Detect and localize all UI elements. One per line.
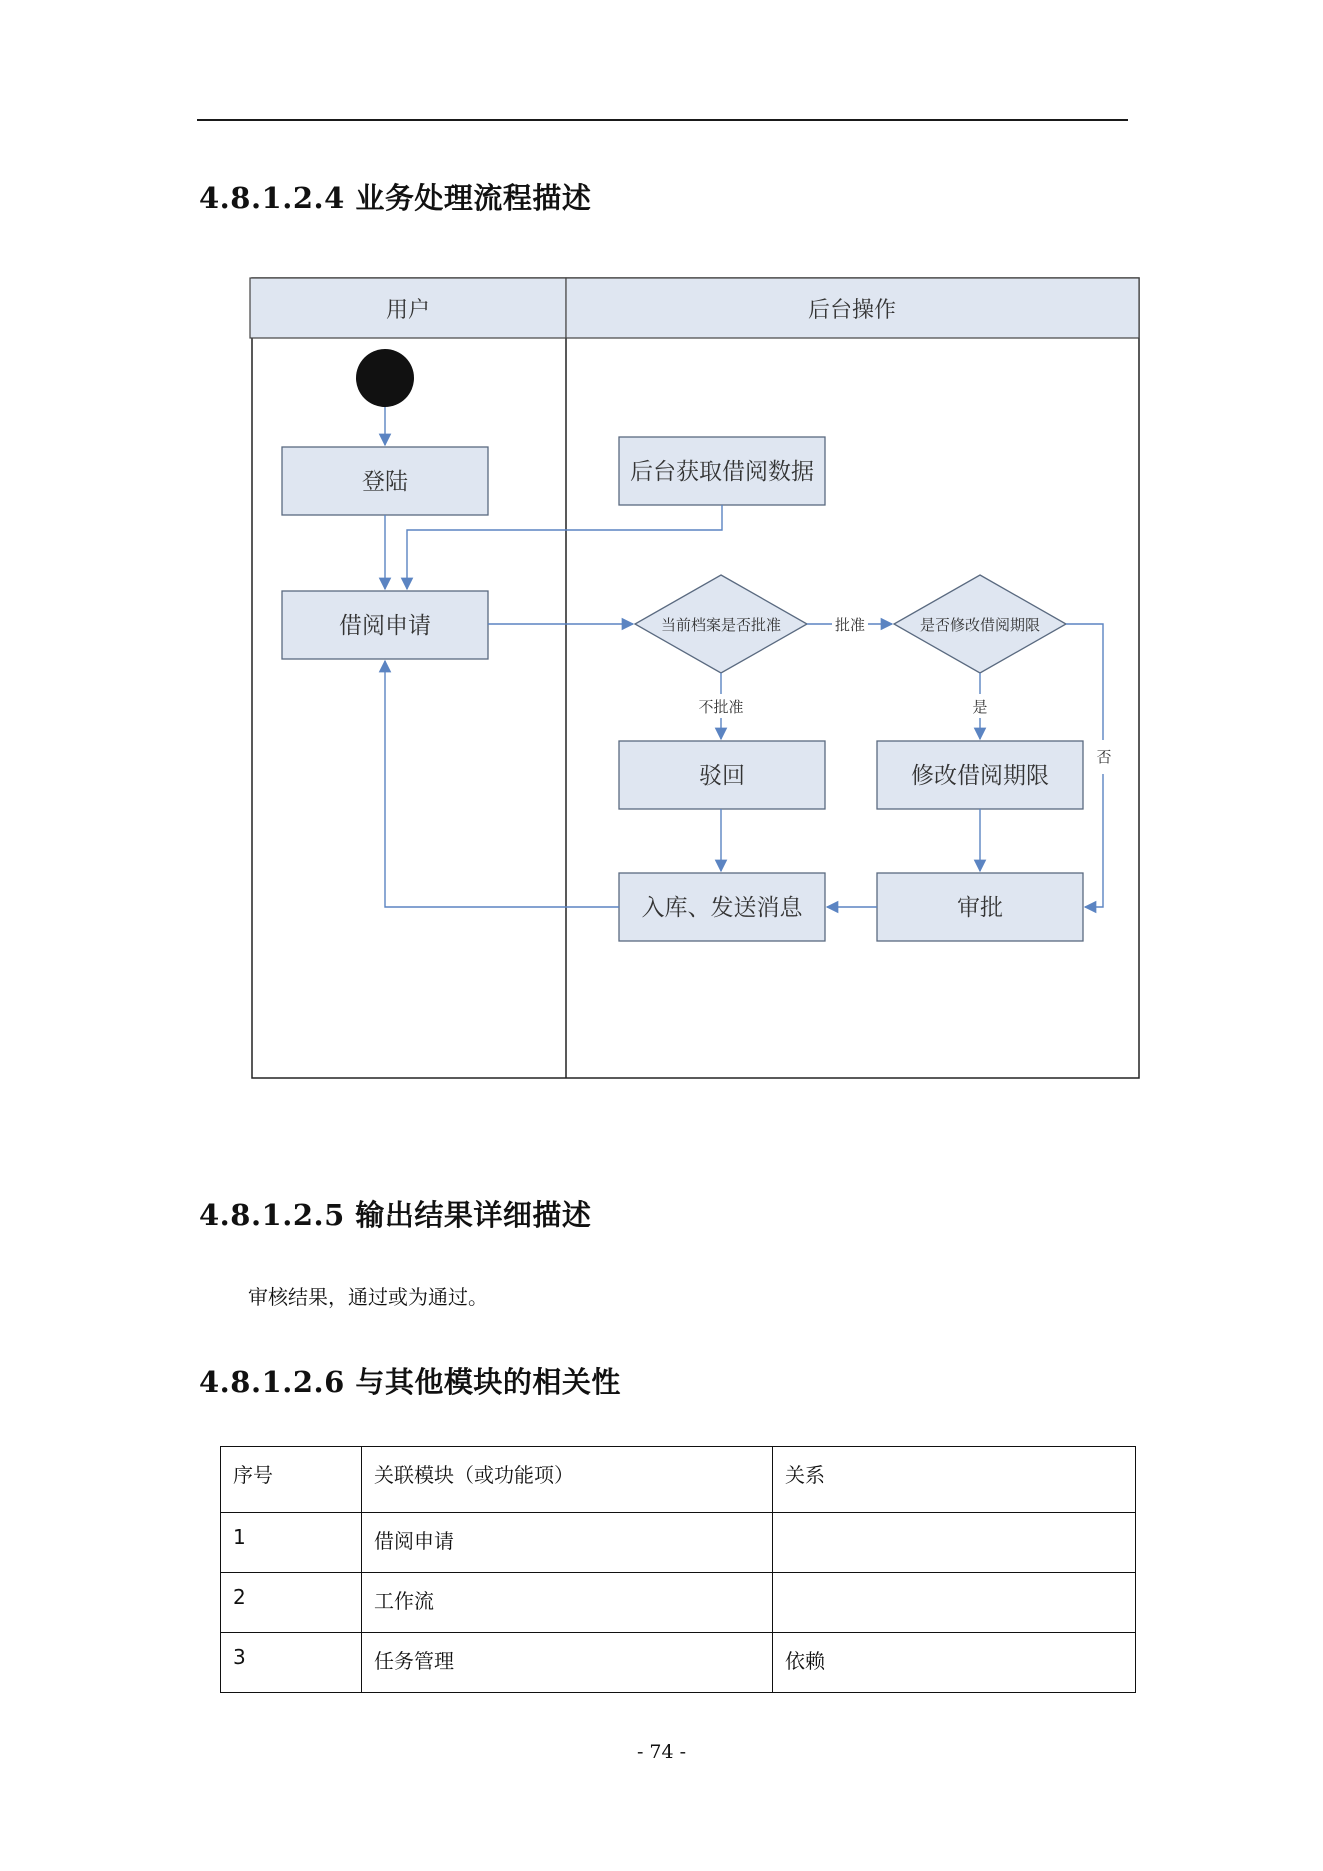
- decision-modify-label: 是否修改借阅期限: [919, 616, 1041, 634]
- header-relation: 关系: [773, 1447, 1136, 1513]
- cell-relation: [773, 1513, 1136, 1573]
- node-apply-label: 借阅申请: [339, 613, 431, 639]
- node-fetch-label: 后台获取借阅数据: [630, 459, 814, 485]
- cell-index: 3: [221, 1633, 362, 1693]
- table-row: [221, 1633, 1136, 1693]
- cell-relation: 依赖: [773, 1633, 1136, 1693]
- edge-label-no: 否: [1096, 748, 1112, 766]
- node-reject-label: 驳回: [699, 763, 745, 789]
- section-heading-process-flow: 4.8.1.2.4 业务处理流程描述: [199, 181, 592, 215]
- decision-approve-label: 当前档案是否批准: [660, 616, 782, 634]
- edge-label-yes: 是: [972, 698, 988, 716]
- section-heading-output: 4.8.1.2.5 输出结果详细描述: [199, 1198, 592, 1232]
- node-login-label: 登陆: [362, 469, 408, 495]
- node-store-label: 入库、发送消息: [641, 895, 803, 921]
- cell-module: 工作流: [362, 1573, 773, 1633]
- table-row: [221, 1513, 1136, 1573]
- page-number: - 74 -: [636, 1741, 687, 1763]
- table-row: [221, 1573, 1136, 1633]
- lane-title-backend: 后台操作: [807, 298, 897, 323]
- node-modify-label: 修改借阅期限: [911, 763, 1049, 789]
- cell-index: 2: [221, 1573, 362, 1633]
- header-module: 关联模块（或功能项）: [362, 1447, 773, 1513]
- cell-index: 1: [221, 1513, 362, 1573]
- section-heading-relations: 4.8.1.2.6 与其他模块的相关性: [199, 1365, 621, 1399]
- cell-module: 任务管理: [362, 1633, 773, 1693]
- node-review-label: 审批: [957, 895, 1003, 921]
- header-index: 序号: [221, 1447, 362, 1513]
- relations-table: [220, 1446, 1136, 1693]
- start-node: [356, 349, 414, 407]
- cell-module: 借阅申请: [362, 1513, 773, 1573]
- edge-label-approve: 批准: [834, 616, 866, 634]
- edge-label-not-approve: 不批准: [698, 698, 744, 716]
- table-header-row: [221, 1447, 1136, 1513]
- output-description: 审核结果，通过或为通过。: [248, 1285, 488, 1309]
- cell-relation: [773, 1573, 1136, 1633]
- lane-title-user: 用户: [385, 298, 431, 323]
